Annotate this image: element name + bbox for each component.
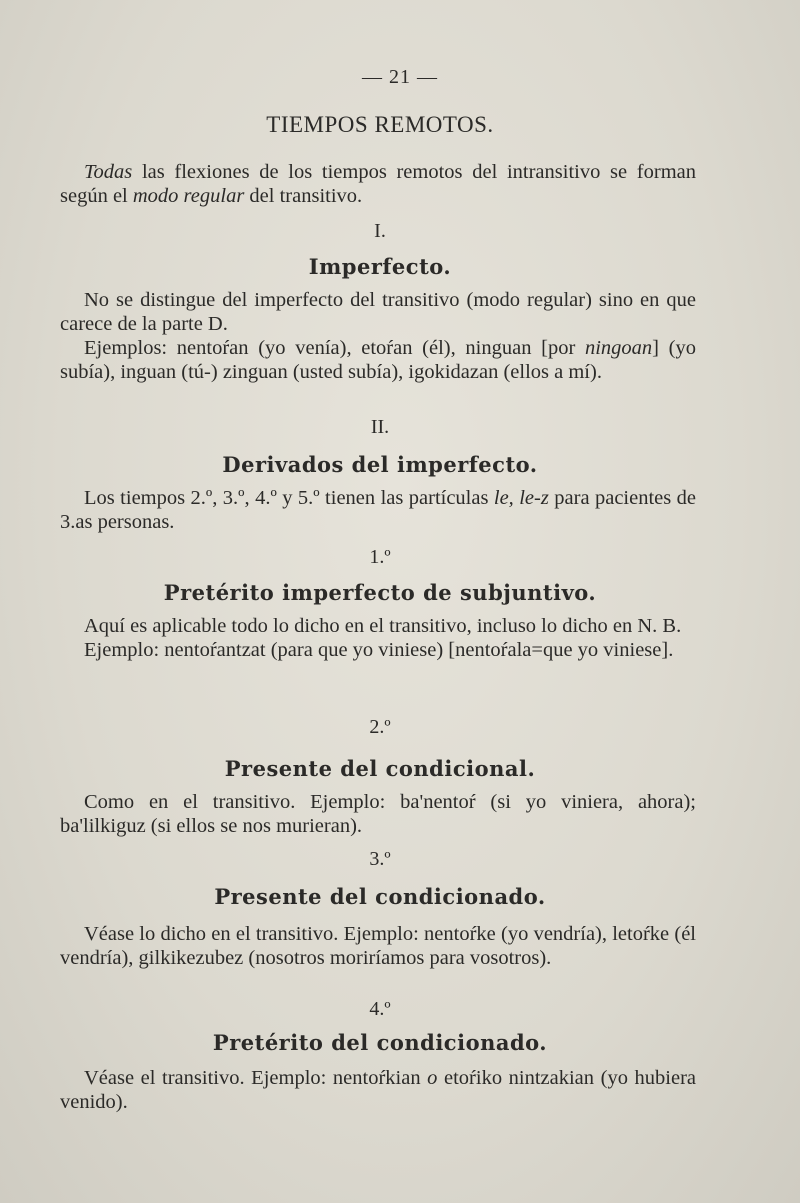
intro-text-1: las flexiones de los tiempos remotos del intransitivo se forman según el [60, 161, 696, 207]
intro-italic-1: Todas [84, 161, 133, 183]
paragraph-text: Ejemplos: nentoŕan (yo venía), etoŕan (él), ninguan [por [84, 337, 585, 359]
section-numeral: 4.º [369, 998, 391, 1020]
intro-italic-2: modo regular [132, 185, 245, 207]
section-numeral: 2.º [369, 716, 391, 738]
section-body [60, 922, 696, 970]
paragraph-text: para pacientes de 3.as personas. [60, 487, 697, 533]
section-numeral: II. [370, 416, 390, 438]
paragraph-text: etoŕiko nintzakian (yo hubiera venido). [60, 1067, 696, 1113]
section-heading: Pretérito imperfecto de subjuntivo. [163, 580, 597, 605]
intro-text-2: del transitivo. [244, 185, 363, 207]
section-numeral: I. [374, 220, 386, 242]
page-number: — 21 — [362, 66, 438, 88]
section-heading: Derivados del imperfecto. [222, 452, 538, 477]
section-body [60, 288, 696, 384]
chapter-title: TIEMPOS REMOTOS. [266, 112, 494, 137]
section-heading: Presente del condicional. [224, 756, 536, 781]
paragraph: Véase lo dicho en el transitivo. Ejemplo: nentoŕke (yo vendría), letoŕke (él vendría), gilkikezubez (nosotros moriríamos para vosotros). [60, 923, 696, 969]
section-numeral: 1.º [369, 546, 391, 568]
section-body [60, 790, 696, 838]
paragraph-text: Los tiempos 2.º, 3.º, 4.º y 5.º tienen las partículas [84, 487, 494, 509]
paragraph: Como en el transitivo. Ejemplo: ba'nentoŕ (si yo viniera, ahora); ba'lilkiguz (si ellos se nos murieran). [60, 791, 696, 837]
section-numeral: 3.º [369, 848, 391, 870]
paragraph: Aquí es aplicable todo lo dicho en el transitivo, incluso lo dicho en N. B. [84, 615, 682, 637]
paragraph-text: ] (yo subía), inguan (tú-) zinguan (usted subía), igokidazan (ellos a mí). [60, 337, 697, 383]
paragraph-italic: ningoan [584, 337, 653, 359]
paragraph: Ejemplo: nentoŕantzat (para que yo viniese) [nentoŕala=que yo viniese]. [84, 639, 674, 661]
paragraph-italic: o [427, 1067, 438, 1089]
section-body [60, 486, 696, 534]
paragraph: No se distingue del imperfecto del transitivo (modo regular) sino en que carece de la parte D. [60, 289, 696, 335]
paragraph-italic: le, le-z [493, 487, 549, 509]
intro-paragraph [60, 160, 696, 208]
section-heading: Presente del condicionado. [214, 884, 546, 909]
paragraph-text: Véase el transitivo. Ejemplo: nentoŕkian [84, 1067, 428, 1089]
section-heading: Imperfecto. [308, 254, 452, 279]
section-body [60, 614, 696, 662]
section-body [60, 1066, 696, 1114]
section-heading: Pretérito del condicionado. [212, 1030, 548, 1055]
